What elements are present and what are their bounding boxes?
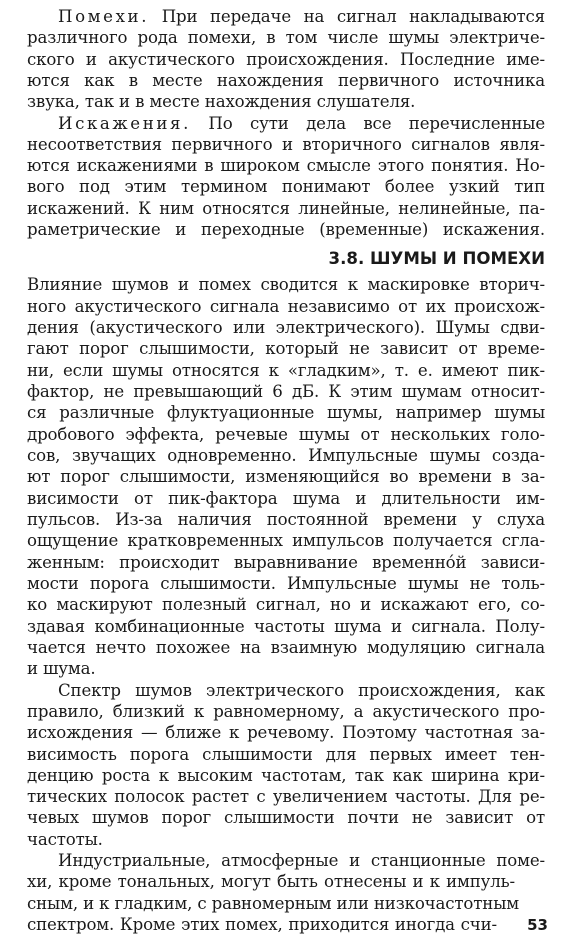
- text-line: ского и акустического происхождения. Последние име-: [27, 49, 545, 69]
- text-line: дения (акустического или электрического). Шумы сдви-: [27, 318, 545, 337]
- text-line: чается нечто похожее на взаимную модуляцию сигнала: [27, 637, 545, 657]
- text-line: раметрические и переходные (временные) искажения.: [27, 220, 545, 239]
- text-line: ют порог слышимости, изменяющийся во времени в за-: [27, 467, 545, 487]
- text-line: искажений. К ним относятся линейные, нелинейные, па-: [27, 198, 545, 218]
- text-line: ощущение кратковременных импульсов получается сгла-: [27, 531, 545, 551]
- section-heading: 3.8. ШУМЫ И ПОМЕХИ: [328, 249, 545, 269]
- text-line: Помехи. При передаче на сигнал накладываются: [58, 7, 545, 26]
- text-line: чевых шумов порог слышимости почти не зависит от: [27, 808, 545, 828]
- text-line: Влияние шумов и помех сводится к маскировке вторич-: [27, 275, 545, 295]
- text-line: здавая комбинационные частоты шума и сигнала. Полу-: [27, 616, 545, 636]
- text-line: ного акустического сигнала независимо от их происхож-: [27, 296, 545, 316]
- text-line: различного рода помехи, в том числе шумы электриче-: [27, 28, 545, 48]
- text-line: ни, если шумы относятся к «гладким», т. е. имеют пик-: [27, 360, 545, 380]
- text-line: фактор, не превышающий 6 дБ. К этим шумам относит-: [27, 381, 545, 401]
- text-line: частоты.: [27, 829, 103, 849]
- text-line: спектром. Кроме этих помех, приходится иногда счи-: [27, 915, 497, 934]
- text-line: хи, кроме тональных, могут быть отнесены и к импуль-: [27, 872, 515, 892]
- text-line: женным: происходит выравнивание временно́й зависи-: [27, 552, 545, 572]
- text-line: висимости от пик-фактора шума и длительности им-: [27, 488, 545, 508]
- text-line: правило, близкий к равномерному, а акустического про-: [27, 701, 545, 721]
- text-line: и шума.: [27, 659, 96, 679]
- text-line: ся различные флуктуационные шумы, например шумы: [27, 403, 545, 423]
- text-line: ются как в месте нахождения первичного источника: [27, 70, 545, 90]
- term-label: Искажения.: [58, 113, 191, 133]
- text-line: дробового эффекта, речевые шумы от нескольких голо-: [27, 424, 545, 444]
- text-line: сным, и к гладким, с равномерным или низкочастотным: [27, 893, 520, 913]
- text-line: Спектр шумов электрического происхождения, как: [58, 680, 545, 700]
- text-line: вого под этим термином понимают более узкий тип: [27, 177, 545, 197]
- text-line: пульсов. Из-за наличия постоянной времени у слуха: [27, 509, 545, 529]
- text-line: исхождения — ближе к речевому. Поэтому частотная за-: [27, 723, 545, 743]
- text-line: Индустриальные, атмосферные и станционные поме-: [58, 851, 545, 871]
- term-label: Помехи.: [58, 7, 150, 26]
- text-line: денцию роста к высоким частотам, так как ширина кри-: [27, 765, 545, 785]
- text-line: несоответствия первичного и вторичного сигналов явля-: [27, 134, 545, 154]
- text-line: тических полосок растет с увеличением частоты. Для ре-: [27, 787, 545, 807]
- text-line: Искажения. По сути дела все перечисленные: [58, 113, 545, 133]
- text-line: ются искажениями в широком смысле этого понятия. Но-: [27, 156, 545, 176]
- text-line: ко маскируют полезный сигнал, но и искажают его, со-: [27, 595, 545, 615]
- page-number: 53: [527, 916, 548, 934]
- text-line: звука, так и в месте нахождения слушателя.: [27, 92, 416, 112]
- text-line: висимость порога слышимости для первых имеет тен-: [27, 744, 545, 764]
- text-line: гают порог слышимости, который не зависит от време-: [27, 339, 545, 359]
- text-line: сов, звучащих одновременно. Импульсные шумы созда-: [27, 445, 545, 465]
- text-line: мости порога слышимости. Импульсные шумы не толь-: [27, 573, 545, 593]
